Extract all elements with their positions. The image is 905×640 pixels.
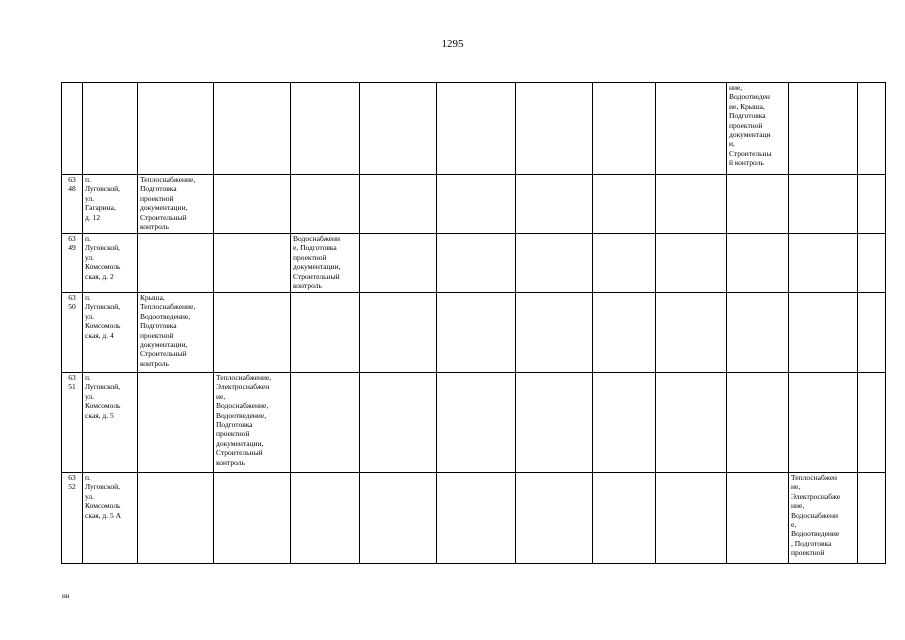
work-type-cell	[360, 293, 437, 373]
work-type-cell	[138, 473, 214, 564]
work-type-cell: Крыша, Теплоснабжение, Водоотведение, Подготовка проектной документации, Строительный контроль	[138, 293, 214, 373]
row-number-cell: 63 51	[62, 373, 83, 473]
work-type-cell	[291, 473, 360, 564]
work-type-cell	[858, 473, 886, 564]
work-type-cell	[360, 373, 437, 473]
work-type-cell	[789, 83, 858, 175]
row-number-cell: 63 50	[62, 293, 83, 373]
work-type-cell	[214, 83, 291, 175]
work-type-cell	[858, 175, 886, 234]
row-number-cell: 63 48	[62, 175, 83, 234]
address-cell	[83, 83, 138, 175]
page-number: 1295	[441, 38, 464, 50]
work-type-cell	[727, 473, 789, 564]
table-row	[62, 175, 886, 234]
address-cell: п. Луговской, ул. Гагарина, д. 12	[83, 175, 138, 234]
row-number-cell: 63 52	[62, 473, 83, 564]
work-type-cell	[593, 473, 656, 564]
work-type-cell	[727, 293, 789, 373]
work-type-cell	[214, 473, 291, 564]
work-type-cell: ние, Водоотведен ие, Крыша, Подготовка проектной документаци и, Строительны й контроль	[727, 83, 789, 175]
work-type-cell	[656, 473, 727, 564]
work-type-cell	[437, 473, 516, 564]
work-type-cell	[437, 83, 516, 175]
footer-mark: нн	[62, 592, 70, 600]
work-type-cell	[360, 473, 437, 564]
work-type-cell	[516, 373, 593, 473]
work-type-cell	[858, 373, 886, 473]
work-type-cell	[789, 373, 858, 473]
work-type-cell	[593, 83, 656, 175]
table-row	[62, 473, 886, 564]
row-number-cell: 63 49	[62, 234, 83, 293]
work-type-cell	[214, 293, 291, 373]
work-type-cell	[789, 293, 858, 373]
work-type-cell	[656, 83, 727, 175]
table-row	[62, 234, 886, 293]
work-type-cell: Теплоснабжение, Электроснабжен ие, Водоснабжение, Водоотведение, Подготовка проектной документации, Строительный контроль	[214, 373, 291, 473]
work-type-cell	[727, 373, 789, 473]
work-type-cell	[291, 373, 360, 473]
work-type-cell	[214, 234, 291, 293]
table-row	[62, 373, 886, 473]
work-type-cell	[858, 234, 886, 293]
address-cell: п. Луговской, ул. Комсомоль ская, д. 5	[83, 373, 138, 473]
work-type-cell	[437, 234, 516, 293]
work-type-cell	[789, 175, 858, 234]
work-type-cell	[593, 175, 656, 234]
work-type-cell	[516, 175, 593, 234]
work-type-cell	[437, 175, 516, 234]
work-type-cell	[593, 293, 656, 373]
work-type-cell	[360, 175, 437, 234]
table-row	[62, 83, 886, 175]
work-type-cell	[656, 234, 727, 293]
work-type-cell	[656, 373, 727, 473]
work-type-cell	[593, 373, 656, 473]
work-type-cell	[727, 175, 789, 234]
work-type-cell	[516, 83, 593, 175]
work-type-cell	[437, 293, 516, 373]
work-type-cell	[138, 373, 214, 473]
work-type-cell	[360, 83, 437, 175]
work-type-cell	[656, 293, 727, 373]
work-type-cell	[858, 293, 886, 373]
work-type-cell	[593, 234, 656, 293]
work-type-cell	[516, 473, 593, 564]
work-type-cell	[437, 373, 516, 473]
work-type-cell	[516, 234, 593, 293]
work-type-cell: Теплоснабжение, Подготовка проектной документации, Строительный контроль	[138, 175, 214, 234]
address-cell: п. Луговской, ул. Комсомоль ская, д. 2	[83, 234, 138, 293]
work-type-cell	[656, 175, 727, 234]
table-row	[62, 293, 886, 373]
work-type-cell	[138, 83, 214, 175]
row-number-cell	[62, 83, 83, 175]
work-type-cell: Водоснабжени е, Подготовка проектной документации, Строительный контроль	[291, 234, 360, 293]
work-type-cell	[214, 175, 291, 234]
work-type-cell	[858, 83, 886, 175]
address-cell: п. Луговской, ул. Комсомоль ская, д. 4	[83, 293, 138, 373]
work-type-cell	[291, 175, 360, 234]
work-type-cell	[516, 293, 593, 373]
work-type-cell	[138, 234, 214, 293]
work-type-cell: Теплоснабжен ие, Электроснабже ние, Водоснабжени е, Водоотведение , Подготовка проектной	[789, 473, 858, 564]
work-type-cell	[291, 83, 360, 175]
repair-schedule-table	[61, 82, 886, 564]
address-cell: п. Луговской, ул. Комсомоль ская, д. 5 А	[83, 473, 138, 564]
work-type-cell	[291, 293, 360, 373]
work-type-cell	[789, 234, 858, 293]
work-type-cell	[727, 234, 789, 293]
work-type-cell	[360, 234, 437, 293]
